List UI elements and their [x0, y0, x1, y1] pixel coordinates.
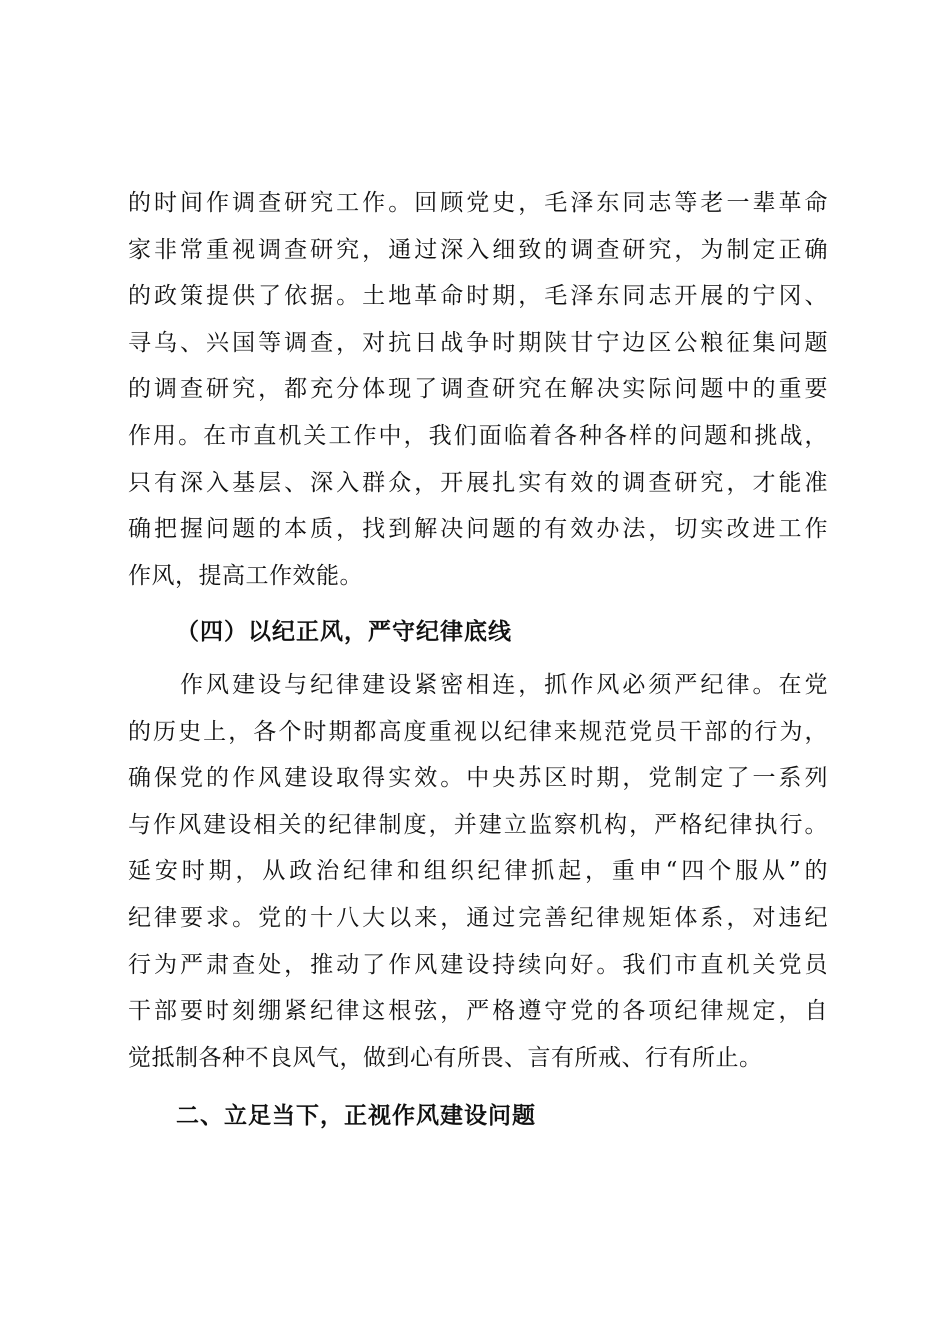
- text-line: 的时间作调查研究工作。回顾党史，毛泽东同志等老一辈革命: [128, 190, 828, 216]
- text-line: 干部要时刻绷紧纪律这根弦，严格遵守党的各项纪律规定，自: [128, 998, 828, 1025]
- text-line: 行为严肃查处，推动了作风建设持续向好。我们市直机关党员: [128, 951, 828, 978]
- text-line: 确保党的作风建设取得实效。中央苏区时期，党制定了一系列: [128, 765, 828, 792]
- document-body: [128, 180, 828, 1140]
- text-line: 作风，提高工作效能。: [128, 562, 363, 589]
- text-line: 的调查研究，都充分体现了调查研究在解决实际问题中的重要: [128, 376, 828, 403]
- text-line: 家非常重视调查研究，通过深入细致的调查研究，为制定正确: [128, 236, 828, 263]
- paragraph-discipline: [128, 662, 828, 1081]
- text-line: 的历史上，各个时期都高度重视以纪律来规范党员干部的行为，: [128, 718, 828, 745]
- text-line: 作风建设与纪律建设紧密相连，抓作风必须严纪律。在党: [128, 671, 828, 698]
- paragraph-research: [128, 180, 828, 599]
- text-line: 的政策提供了依据。土地革命时期，毛泽东同志开展的宁冈、: [128, 283, 828, 310]
- text-line: 作用。在市直机关工作中，我们面临着各种各样的问题和挑战，: [128, 422, 828, 449]
- text-line: 与作风建设相关的纪律制度，并建立监察机构，严格纪律执行。: [128, 811, 828, 838]
- text-line: 延安时期，从政治纪律和组织纪律抓起，重申“四个服从”的: [128, 858, 828, 885]
- text-line: 觉抵制各种不良风气，做到心有所畏、言有所戒、行有所止。: [128, 1044, 763, 1071]
- text-line: 寻乌、兴国等调查，对抗日战争时期陕甘宁边区公粮征集问题: [128, 329, 828, 356]
- section-heading: 二、立足当下，正视作风建设问题: [176, 1103, 536, 1130]
- text-line: 确把握问题的本质，找到解决问题的有效办法，切实改进工作: [128, 516, 828, 543]
- section-subheading: （四）以纪正风，严守纪律底线: [176, 619, 512, 646]
- text-line: 纪律要求。党的十八大以来，通过完善纪律规矩体系，对违纪: [128, 904, 828, 931]
- text-line: 只有深入基层、深入群众，开展扎实有效的调查研究，才能准: [128, 469, 828, 496]
